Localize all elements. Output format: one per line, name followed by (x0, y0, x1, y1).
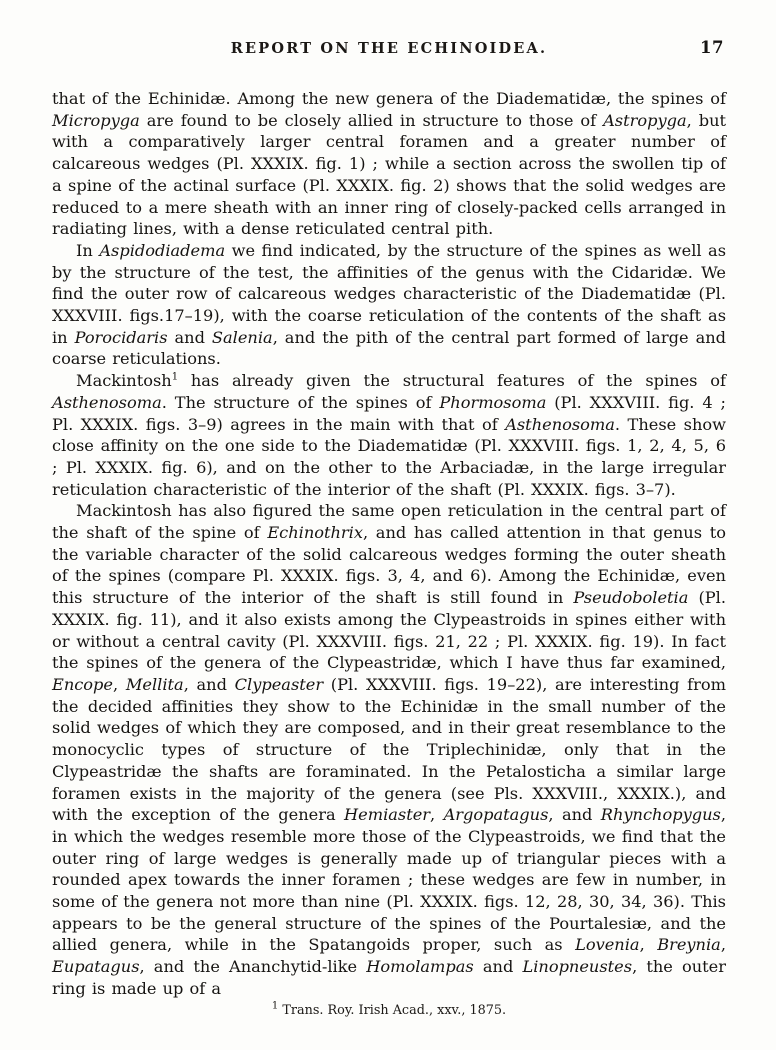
page-body (52, 88, 726, 1000)
page-header (52, 40, 726, 64)
page-number: 17 (700, 38, 724, 57)
paragraph: In Aspidodiadema we find indicated, by the structure of the spines as well as by the structure of the test, the affinities of the genus with the Cidaridæ. We find the outer row of calcareous wedges characteristic of the Diadematidæ (Pl. XXXVIII. figs.17–19), with the coarse reticulation of the contents of the shaft as in Porocidaris and Salenia, and the pith of the central part formed of large and coarse reticulations. (52, 240, 727, 369)
footnote: $^1$ Trans. Roy. Irish Acad., xxv., 1875. (271, 1000, 507, 1018)
paragraph-continuation: that of the Echinidæ. Among the new genera of the Diadematidæ, the spines of Micropyga are found to be closely allied in structure to those of Astropyga, but with a comparatively larger central foramen and a greater number of calcareous wedges (Pl. XXXIX. fig. 1) ; while a section across the swollen tip of a spine of the actinal surface (Pl. XXXIX. fig. 2) shows that the solid wedges are reduced to a mere sheath with an inner ring of closely-packed cells arranged in radiating lines, with a dense reticulated central pith. (52, 89, 726, 239)
running-title: REPORT ON THE ECHINOIDEA. (230, 40, 548, 57)
paragraph: Mackintosh has also figured the same open reticulation in the central part of the shaft of the spine of Echinothrix, and has called attention in that genus to the variable character of the solid calcareous wedges forming the outer sheath of the spines (compare Pl. XXXIX. figs. 3, 4, and 6). Among the Echinidæ, even this structure of the interior of the shaft is still found in Pseudoboletia (Pl. XXXIX. fig. 11), and it also exists among the Clypeastroids in spines either with or without a central cavity (Pl. XXXVIII. figs. 21, 22 ; Pl. XXXIX. fig. 19). In fact the spines of the genera of the Clypeastridæ, which I have thus far examined, Encope, Mellita, and Clypeaster (Pl. XXXVIII. figs. 19–22), are interesting from the decided affinities they show to the Echinidæ in the small number of the solid wedges of which they are composed, and in their great resemblance to the monocyclic types of structure of the Triplechinidæ, only that in the Clypeastridæ the shafts are foraminated. In the Petalosticha a similar large foramen exists in the majority of the genera (see Pls. XXXVIII., XXXIX.), and with the exception of the genera Hemiaster, Argopatagus, and Rhynchopygus, in which the wedges resemble more those of the Clypeastroids, we find that the outer ring of large wedges is generally made up of triangular pieces with a rounded apex towards the inner foramen ; these wedges are few in number, in some of the genera not more than nine (Pl. XXXIX. figs. 12, 28, 30, 34, 36). This appears to be the general structure of the spines of the Pourtalesiæ, and the allied genera, while in the Spatangoids proper, such as Lovenia, Breynia, Eupatagus, and the Ananchytid-like Homolampas and Linopneustes, the outer ring is made up of a (52, 501, 726, 998)
paragraph: Mackintosh$^1$ has already given the structural features of the spines of Asthenosoma. The structure of the spines of Phormosoma (Pl. XXXVIII. fig. 4 ; Pl. XXXIX. figs. 3–9) agrees in the main with that of Asthenosoma. These show close affinity on the one side to the Diadematidæ (Pl. XXXVIII. figs. 1, 2, 4, 5, 6 ; Pl. XXXIX. fig. 6), and on the other to the Arbaciadæ, in the large irregular reticulation characteristic of the interior of the shaft (Pl. XXXIX. figs. 3–7). (52, 371, 726, 499)
